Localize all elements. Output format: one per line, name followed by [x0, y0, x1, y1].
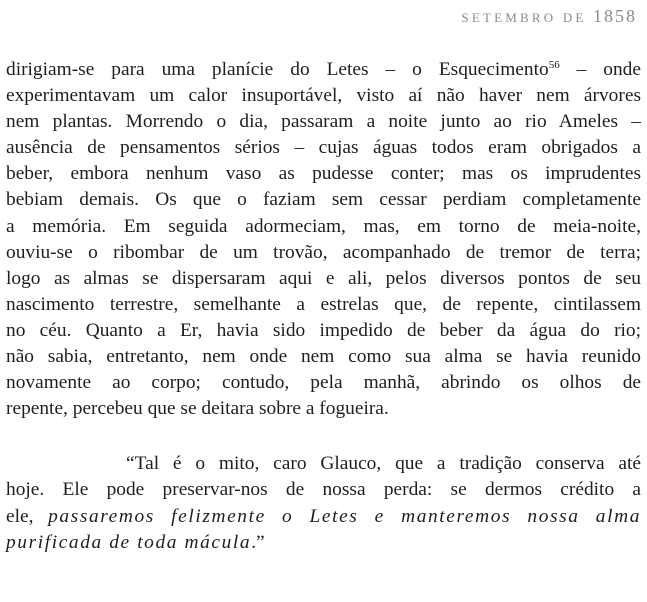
paragraph-gap — [6, 422, 641, 451]
running-header-year: 1858 — [593, 6, 637, 26]
paragraph-line: nem plantas. Morrendo o dia, passaram a noite junto ao rio Ameles – — [6, 111, 641, 133]
footnote-ref: 56 — [548, 59, 560, 71]
page-body — [6, 57, 641, 556]
paragraph-line: beber, embora nenhum vaso as pudesse conter; mas os imprudentes — [6, 163, 641, 185]
paragraph-line: a memória. Em seguida adormeciam, mas, em torno de meia-noite, — [6, 215, 641, 237]
running-header-title: SETEMBRO DE — [461, 10, 587, 25]
paragraph-line: novamente ao corpo; contudo, pela manhã, abrindo os olhos de — [6, 372, 641, 394]
paragraph-line — [6, 530, 641, 556]
paragraph-line: logo as almas se dispersaram aqui e ali, pelos diversos pontos de seu — [6, 267, 641, 289]
paragraph-line: no céu. Quanto a Er, havia sido impedido de beber da água do rio; — [6, 319, 641, 341]
paragraph-line: nascimento terrestre, semelhante a estrelas que, de repente, cintilassem — [6, 293, 641, 315]
paragraph-line: hoje. Ele pode preservar-nos de nossa perda: se dermos crédito a — [6, 479, 641, 501]
paragraph-line — [6, 504, 641, 530]
paragraph-1 — [6, 57, 641, 422]
line-text: ele, — [6, 505, 49, 527]
line-text: dirigiam-se para uma planície do Letes – o Esquecimento — [6, 59, 549, 80]
paragraph-line: não sabia, entretanto, nem onde nem como sua alma se havia reunido — [6, 346, 641, 368]
running-header — [461, 6, 637, 27]
line-tail: – onde — [559, 59, 641, 80]
paragraph-2 — [6, 451, 641, 555]
italic-quote: purificada de toda mácula — [6, 531, 252, 553]
paragraph-line: experimentavam um calor insuportável, visto aí não haver nem árvores — [6, 85, 641, 107]
paragraph-line: repente, percebeu que se deitara sobre a fogueira. — [6, 398, 389, 420]
line-tail: .” — [251, 531, 265, 553]
paragraph-line: bebiam demais. Os que o faziam sem cessar perdiam completamente — [6, 189, 641, 211]
paragraph-line: “Tal é o mito, caro Glauco, que a tradição conserva até — [126, 453, 641, 475]
italic-quote: passaremos felizmente o Letes e manteremos nossa alma — [48, 505, 641, 527]
paragraph-line: ausência de pensamentos sérios – cujas águas todos eram obrigados a — [6, 137, 641, 159]
paragraph-line — [6, 57, 641, 83]
paragraph-line: ouviu-se o ribombar de um trovão, acompanhado de tremor de terra; — [6, 241, 641, 263]
